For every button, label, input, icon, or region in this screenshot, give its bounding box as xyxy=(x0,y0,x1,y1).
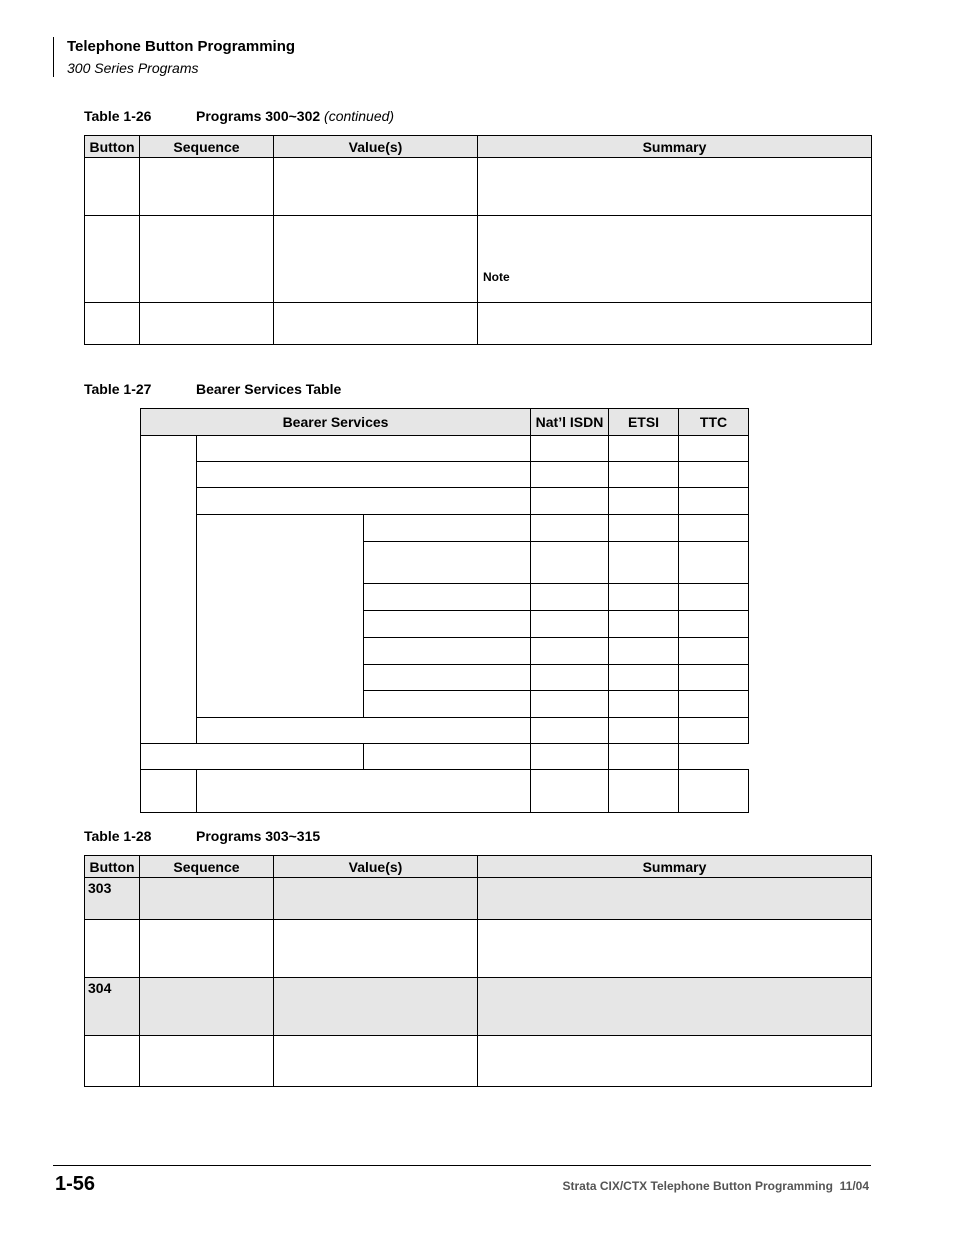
table27-caption-title: Bearer Services Table xyxy=(196,381,342,397)
table-cell xyxy=(531,584,609,611)
col-header-summary: Summary xyxy=(478,856,872,878)
table-cell xyxy=(531,462,609,488)
table-cell xyxy=(364,542,531,584)
table-row xyxy=(85,303,872,345)
table-cell xyxy=(679,638,749,665)
table-cell xyxy=(140,1036,274,1087)
table-cell xyxy=(140,216,274,303)
table-cell xyxy=(531,488,609,515)
table-cell xyxy=(364,744,531,770)
table-cell xyxy=(679,515,749,542)
table-cell xyxy=(609,718,679,744)
table-cell xyxy=(85,920,140,978)
table-row xyxy=(141,770,749,813)
col-header-sequence: Sequence xyxy=(140,856,274,878)
table-cell xyxy=(478,978,872,1036)
table-cell xyxy=(274,878,478,920)
col-header-button: Button xyxy=(85,136,140,158)
table-cell xyxy=(364,584,531,611)
table-cell xyxy=(197,515,364,718)
table-cell xyxy=(609,462,679,488)
table-cell xyxy=(478,920,872,978)
table-cell xyxy=(609,436,679,462)
header-title: Telephone Button Programming xyxy=(67,38,296,55)
table-cell xyxy=(531,436,609,462)
table-cell xyxy=(531,611,609,638)
table-cell xyxy=(85,303,140,345)
table-cell xyxy=(140,978,274,1036)
table-cell xyxy=(679,691,749,718)
header-subtitle: 300 Series Programs xyxy=(67,60,199,76)
note-label: Note xyxy=(483,270,510,284)
table-cell xyxy=(679,584,749,611)
header-rule xyxy=(53,37,54,77)
table-cell xyxy=(364,611,531,638)
col-header-bearer-services: Bearer Services xyxy=(141,409,531,436)
table-cell xyxy=(531,638,609,665)
table-cell xyxy=(197,770,531,813)
table-row xyxy=(85,920,872,978)
table-cell xyxy=(609,665,679,691)
table-cell xyxy=(85,158,140,216)
table-row xyxy=(85,978,872,1036)
table-cell xyxy=(140,878,274,920)
table-cell xyxy=(478,1036,872,1087)
table-cell xyxy=(274,1036,478,1087)
table-cell xyxy=(274,978,478,1036)
col-header-button: Button xyxy=(85,856,140,878)
table-cell xyxy=(679,770,749,813)
table-row xyxy=(85,878,872,920)
footer-rule xyxy=(53,1165,871,1166)
page-number: 1-56 xyxy=(55,1173,96,1195)
table-cell xyxy=(141,770,197,813)
table-row xyxy=(141,744,749,770)
table-cell xyxy=(609,691,679,718)
col-header-sequence: Sequence xyxy=(140,136,274,158)
table-row xyxy=(85,1036,872,1087)
table-row xyxy=(141,718,749,744)
table-cell xyxy=(274,158,478,216)
table-cell xyxy=(679,542,749,584)
table-cell xyxy=(140,303,274,345)
table27-caption-id: Table 1-27 xyxy=(84,381,152,397)
table-1-26 xyxy=(84,135,872,345)
table-cell xyxy=(478,303,872,345)
table-cell xyxy=(85,1036,140,1087)
table-cell xyxy=(531,718,609,744)
table-cell xyxy=(679,718,749,744)
table-cell xyxy=(531,542,609,584)
col-header-values: Value(s) xyxy=(274,136,478,158)
table-cell xyxy=(274,303,478,345)
table-cell xyxy=(478,158,872,216)
table-cell xyxy=(274,216,478,303)
table-row xyxy=(141,488,749,515)
col-header-natl-isdn: Nat’l ISDN xyxy=(531,409,609,436)
footer-doc-title: Strata CIX/CTX Telephone Button Programming 11/04 xyxy=(562,1179,869,1193)
table-cell xyxy=(531,691,609,718)
table-row xyxy=(141,462,749,488)
table-cell xyxy=(531,770,609,813)
table-cell xyxy=(140,920,274,978)
table-cell xyxy=(140,158,274,216)
table26-caption-title-text: Programs 300~302 xyxy=(196,108,321,124)
table-cell xyxy=(679,665,749,691)
table-row xyxy=(85,158,872,216)
button-number: 303 xyxy=(85,878,140,920)
table-row xyxy=(141,515,749,542)
table28-caption-title: Programs 303~315 xyxy=(196,828,321,844)
table-cell xyxy=(274,920,478,978)
table-cell xyxy=(609,542,679,584)
table-cell xyxy=(141,744,364,770)
table-cell xyxy=(531,515,609,542)
col-header-etsi: ETSI xyxy=(609,409,679,436)
table-cell xyxy=(609,638,679,665)
table-cell xyxy=(531,744,609,770)
table-1-28 xyxy=(84,855,872,1087)
table-cell xyxy=(679,611,749,638)
table-cell xyxy=(364,638,531,665)
button-number: 304 xyxy=(85,978,140,1036)
table-cell xyxy=(478,878,872,920)
table-cell xyxy=(609,515,679,542)
col-header-values: Value(s) xyxy=(274,856,478,878)
table-cell xyxy=(679,436,749,462)
table-cell xyxy=(531,665,609,691)
table26-caption-id: Table 1-26 xyxy=(84,108,152,124)
table26-caption-title xyxy=(196,108,394,124)
table26-caption-continued: (continued) xyxy=(324,108,395,124)
table-row xyxy=(85,216,872,303)
table-cell xyxy=(609,488,679,515)
col-header-ttc: TTC xyxy=(679,409,749,436)
table-cell xyxy=(197,436,531,462)
table-cell xyxy=(85,216,140,303)
table-cell xyxy=(141,436,197,744)
table-cell xyxy=(609,770,679,813)
table-cell xyxy=(609,584,679,611)
table-cell xyxy=(364,691,531,718)
table-cell xyxy=(364,665,531,691)
table-row xyxy=(141,436,749,462)
table28-caption-id: Table 1-28 xyxy=(84,828,152,844)
table-cell xyxy=(679,462,749,488)
table-cell xyxy=(197,488,531,515)
table-cell xyxy=(197,462,531,488)
col-header-summary: Summary xyxy=(478,136,872,158)
table-cell xyxy=(364,515,531,542)
table-cell xyxy=(197,718,531,744)
table-cell xyxy=(609,611,679,638)
table-cell xyxy=(679,488,749,515)
table-cell xyxy=(478,216,872,303)
table-cell xyxy=(609,744,679,770)
table-1-27 xyxy=(140,408,749,813)
